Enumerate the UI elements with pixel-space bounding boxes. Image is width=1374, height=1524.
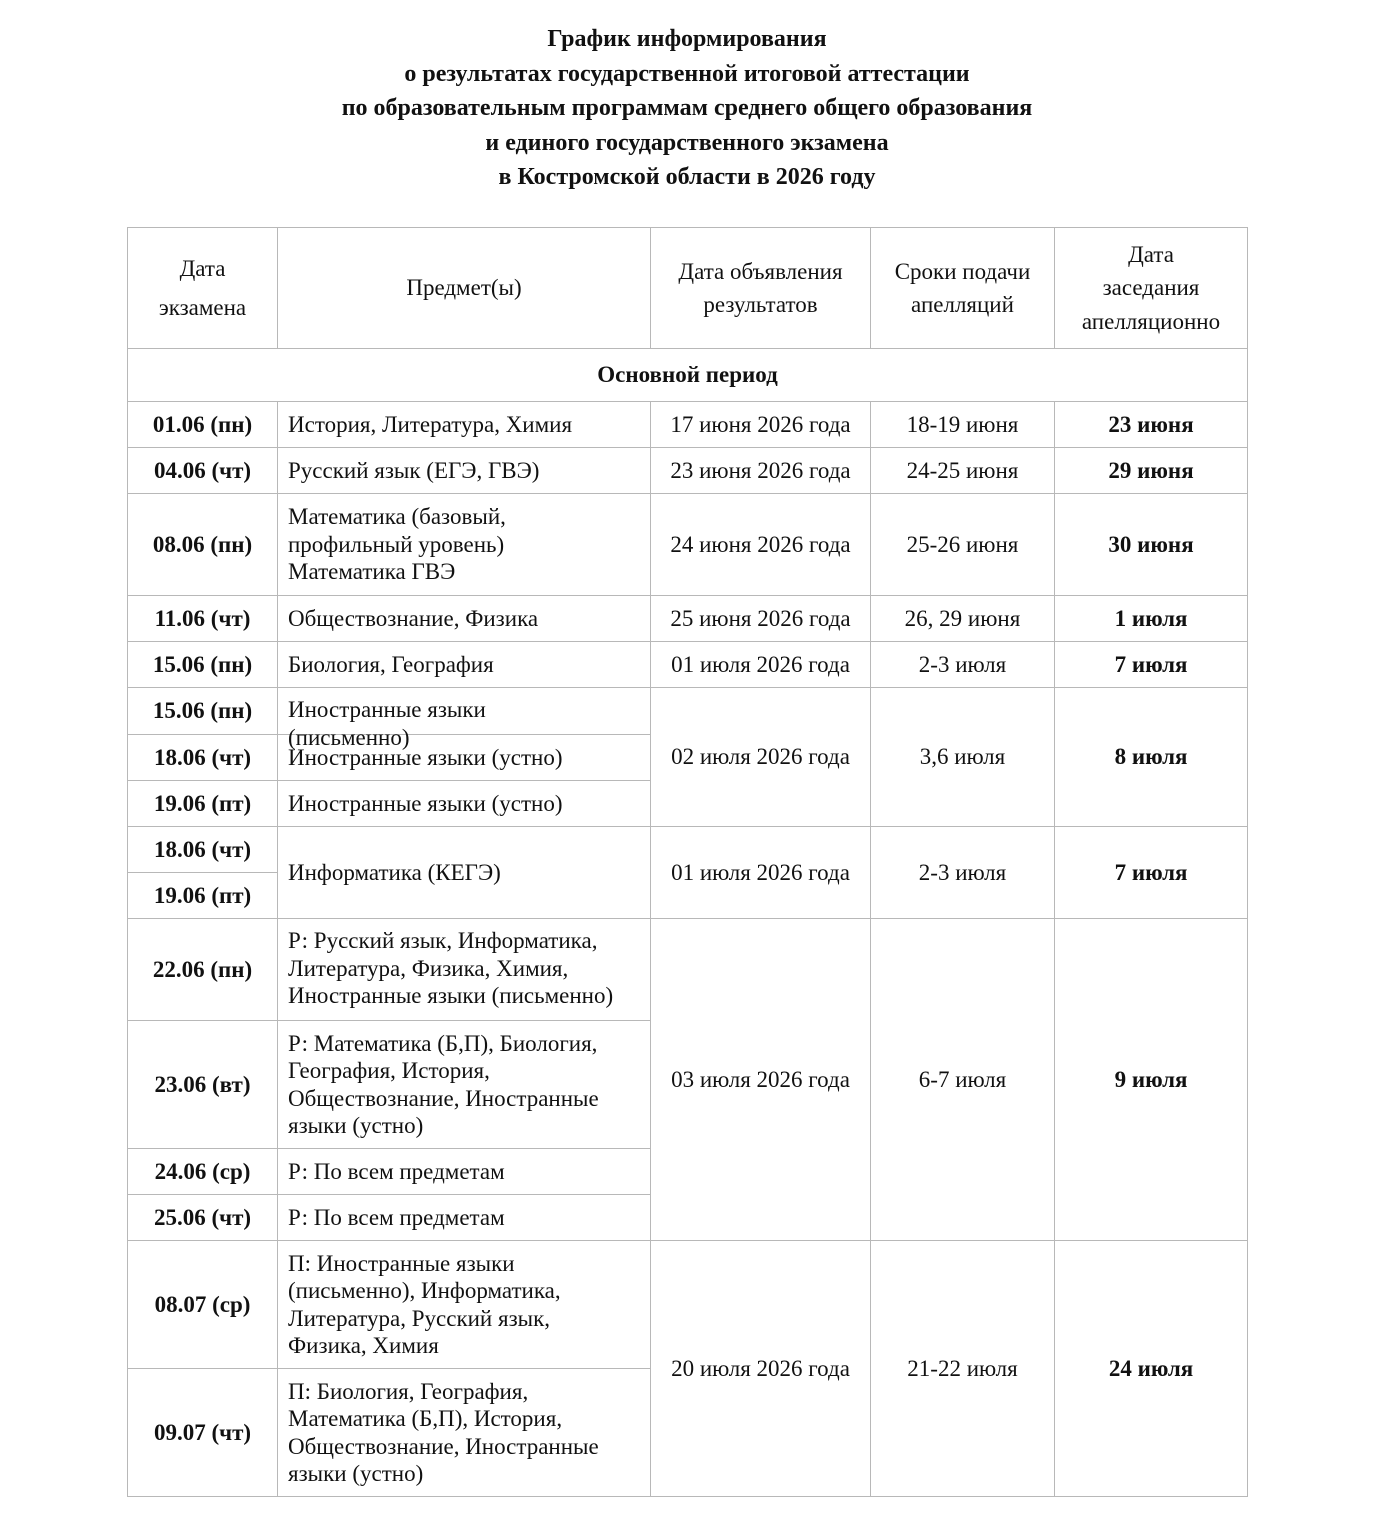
results-date: 23 июня 2026 года bbox=[651, 448, 871, 494]
appeal-terms: 18-19 июня bbox=[871, 402, 1055, 448]
subject bbox=[278, 494, 651, 596]
exam-date: 19.06 (пт) bbox=[128, 873, 278, 919]
commission-date: 30 июня bbox=[1055, 494, 1248, 596]
results-date: 24 июня 2026 года bbox=[651, 494, 871, 596]
results-date: 20 июля 2026 года bbox=[651, 1241, 871, 1497]
exam-date: 24.06 (ср) bbox=[128, 1149, 278, 1195]
subject-text: Р: Математика (Б,П), Биология, География, История, Обществознание, Иностранные языки (устно) bbox=[288, 1030, 599, 1138]
header-exam-date bbox=[128, 228, 278, 349]
commission-date: 29 июня bbox=[1055, 448, 1248, 494]
subject-text: П: Иностранные языки (письменно), Информатика, Литература, Русский язык, Физика, Химия bbox=[288, 1250, 561, 1358]
header-commission-date bbox=[1055, 228, 1248, 349]
subject bbox=[278, 688, 651, 750]
commission-date: 7 июля bbox=[1055, 827, 1248, 919]
header-subjects bbox=[278, 228, 651, 349]
results-date: 01 июля 2026 года bbox=[651, 642, 871, 688]
header-results-date bbox=[651, 228, 871, 349]
subject: Иностранные языки (устно) bbox=[278, 735, 651, 781]
header-text: Дата bbox=[179, 256, 226, 281]
exam-date: 15.06 (пн) bbox=[128, 642, 278, 688]
title-line: График информирования bbox=[547, 26, 827, 52]
exam-date: 19.06 (пт) bbox=[128, 781, 278, 827]
exam-date: 04.06 (чт) bbox=[128, 448, 278, 494]
exam-date: 08.06 (пн) bbox=[128, 494, 278, 596]
appeal-terms: 25-26 июня bbox=[871, 494, 1055, 596]
subject: Биология, География bbox=[278, 642, 651, 688]
schedule-table bbox=[127, 227, 1248, 1497]
subject: История, Литература, Химия bbox=[278, 402, 651, 448]
exam-date: 01.06 (пн) bbox=[128, 402, 278, 448]
commission-date: 1 июля bbox=[1055, 596, 1248, 642]
header-appeal-terms bbox=[871, 228, 1055, 349]
exam-date: 15.06 (пн) bbox=[128, 688, 278, 735]
commission-date: 9 июля bbox=[1055, 919, 1248, 1241]
table-row bbox=[128, 448, 1248, 494]
appeal-terms: 6-7 июля bbox=[871, 919, 1055, 1241]
exam-date: 09.07 (чт) bbox=[128, 1369, 278, 1497]
subject bbox=[278, 1021, 651, 1149]
exam-date: 08.07 (ср) bbox=[128, 1241, 278, 1369]
subject: Р: По всем предметам bbox=[278, 1195, 651, 1241]
period-label: Основной период bbox=[128, 349, 1248, 402]
subject-text: П: Биология, География, Математика (Б,П), История, Обществознание, Иностранные языки (устно) bbox=[288, 1378, 599, 1486]
commission-date: 23 июня bbox=[1055, 402, 1248, 448]
subject-text: Математика (базовый, профильный уровень) Математика ГВЭ bbox=[288, 504, 506, 585]
title-line: и единого государственного экзамена bbox=[485, 129, 889, 156]
table-row bbox=[128, 596, 1248, 642]
period-row bbox=[128, 349, 1248, 402]
exam-date: 11.06 (чт) bbox=[128, 596, 278, 642]
exam-date: 25.06 (чт) bbox=[128, 1195, 278, 1241]
header-text: экзамена bbox=[158, 294, 247, 320]
table-row bbox=[128, 642, 1248, 688]
subject: Обществознание, Физика bbox=[278, 596, 651, 642]
table-row bbox=[128, 494, 1248, 596]
exam-date: 18.06 (чт) bbox=[128, 827, 278, 873]
results-date: 17 июня 2026 года bbox=[651, 402, 871, 448]
header-row bbox=[128, 228, 1248, 349]
table-row bbox=[128, 402, 1248, 448]
header-text: Предмет(ы) bbox=[406, 275, 522, 301]
commission-date: 7 июля bbox=[1055, 642, 1248, 688]
subject bbox=[278, 919, 651, 1021]
table-row bbox=[128, 919, 1248, 1021]
appeal-terms: 24-25 июня bbox=[871, 448, 1055, 494]
exam-date: 23.06 (вт) bbox=[128, 1021, 278, 1149]
header-text: апелляционно bbox=[1081, 308, 1221, 334]
header-text: Дата объявления bbox=[678, 258, 843, 284]
subject bbox=[278, 1241, 651, 1369]
appeal-terms: 2-3 июля bbox=[871, 642, 1055, 688]
subject-text: Иностранные языки (письменно) bbox=[288, 697, 486, 750]
header-text: Сроки подачи bbox=[894, 258, 1031, 284]
subject bbox=[278, 1369, 651, 1497]
header-text: апелляций bbox=[911, 292, 1014, 317]
appeal-terms: 21-22 июля bbox=[871, 1241, 1055, 1497]
header-text: Дата bbox=[1128, 241, 1174, 267]
title-line: по образовательным программам среднего общего образования bbox=[341, 95, 1033, 121]
results-date: 01 июля 2026 года bbox=[651, 827, 871, 919]
appeal-terms: 2-3 июля bbox=[871, 827, 1055, 919]
appeal-terms: 3,6 июля bbox=[871, 688, 1055, 827]
table-row bbox=[128, 1241, 1248, 1369]
subject: Информатика (КЕГЭ) bbox=[278, 827, 651, 919]
title-line: в Костромской области в 2026 году bbox=[498, 164, 876, 190]
results-date: 03 июля 2026 года bbox=[651, 919, 871, 1241]
document-title bbox=[0, 22, 1374, 195]
table-row bbox=[128, 827, 1248, 873]
table-row bbox=[128, 688, 1248, 735]
results-date: 02 июля 2026 года bbox=[651, 688, 871, 827]
results-date: 25 июня 2026 года bbox=[651, 596, 871, 642]
header-text: результатов bbox=[703, 292, 818, 317]
exam-date: 22.06 (пн) bbox=[128, 919, 278, 1021]
exam-date: 18.06 (чт) bbox=[128, 735, 278, 781]
commission-date: 24 июля bbox=[1055, 1241, 1248, 1497]
subject-text: Р: Русский язык, Информатика, Литература, Физика, Химия, Иностранные языки (письменно) bbox=[288, 928, 614, 1008]
title-line: о результатах государственной итоговой аттестации bbox=[404, 60, 970, 87]
subject: Русский язык (ЕГЭ, ГВЭ) bbox=[278, 448, 651, 494]
subject: Иностранные языки (устно) bbox=[278, 781, 651, 827]
commission-date: 8 июля bbox=[1055, 688, 1248, 827]
subject: Р: По всем предметам bbox=[278, 1149, 651, 1195]
header-text: заседания bbox=[1102, 275, 1200, 301]
appeal-terms: 26, 29 июня bbox=[871, 596, 1055, 642]
